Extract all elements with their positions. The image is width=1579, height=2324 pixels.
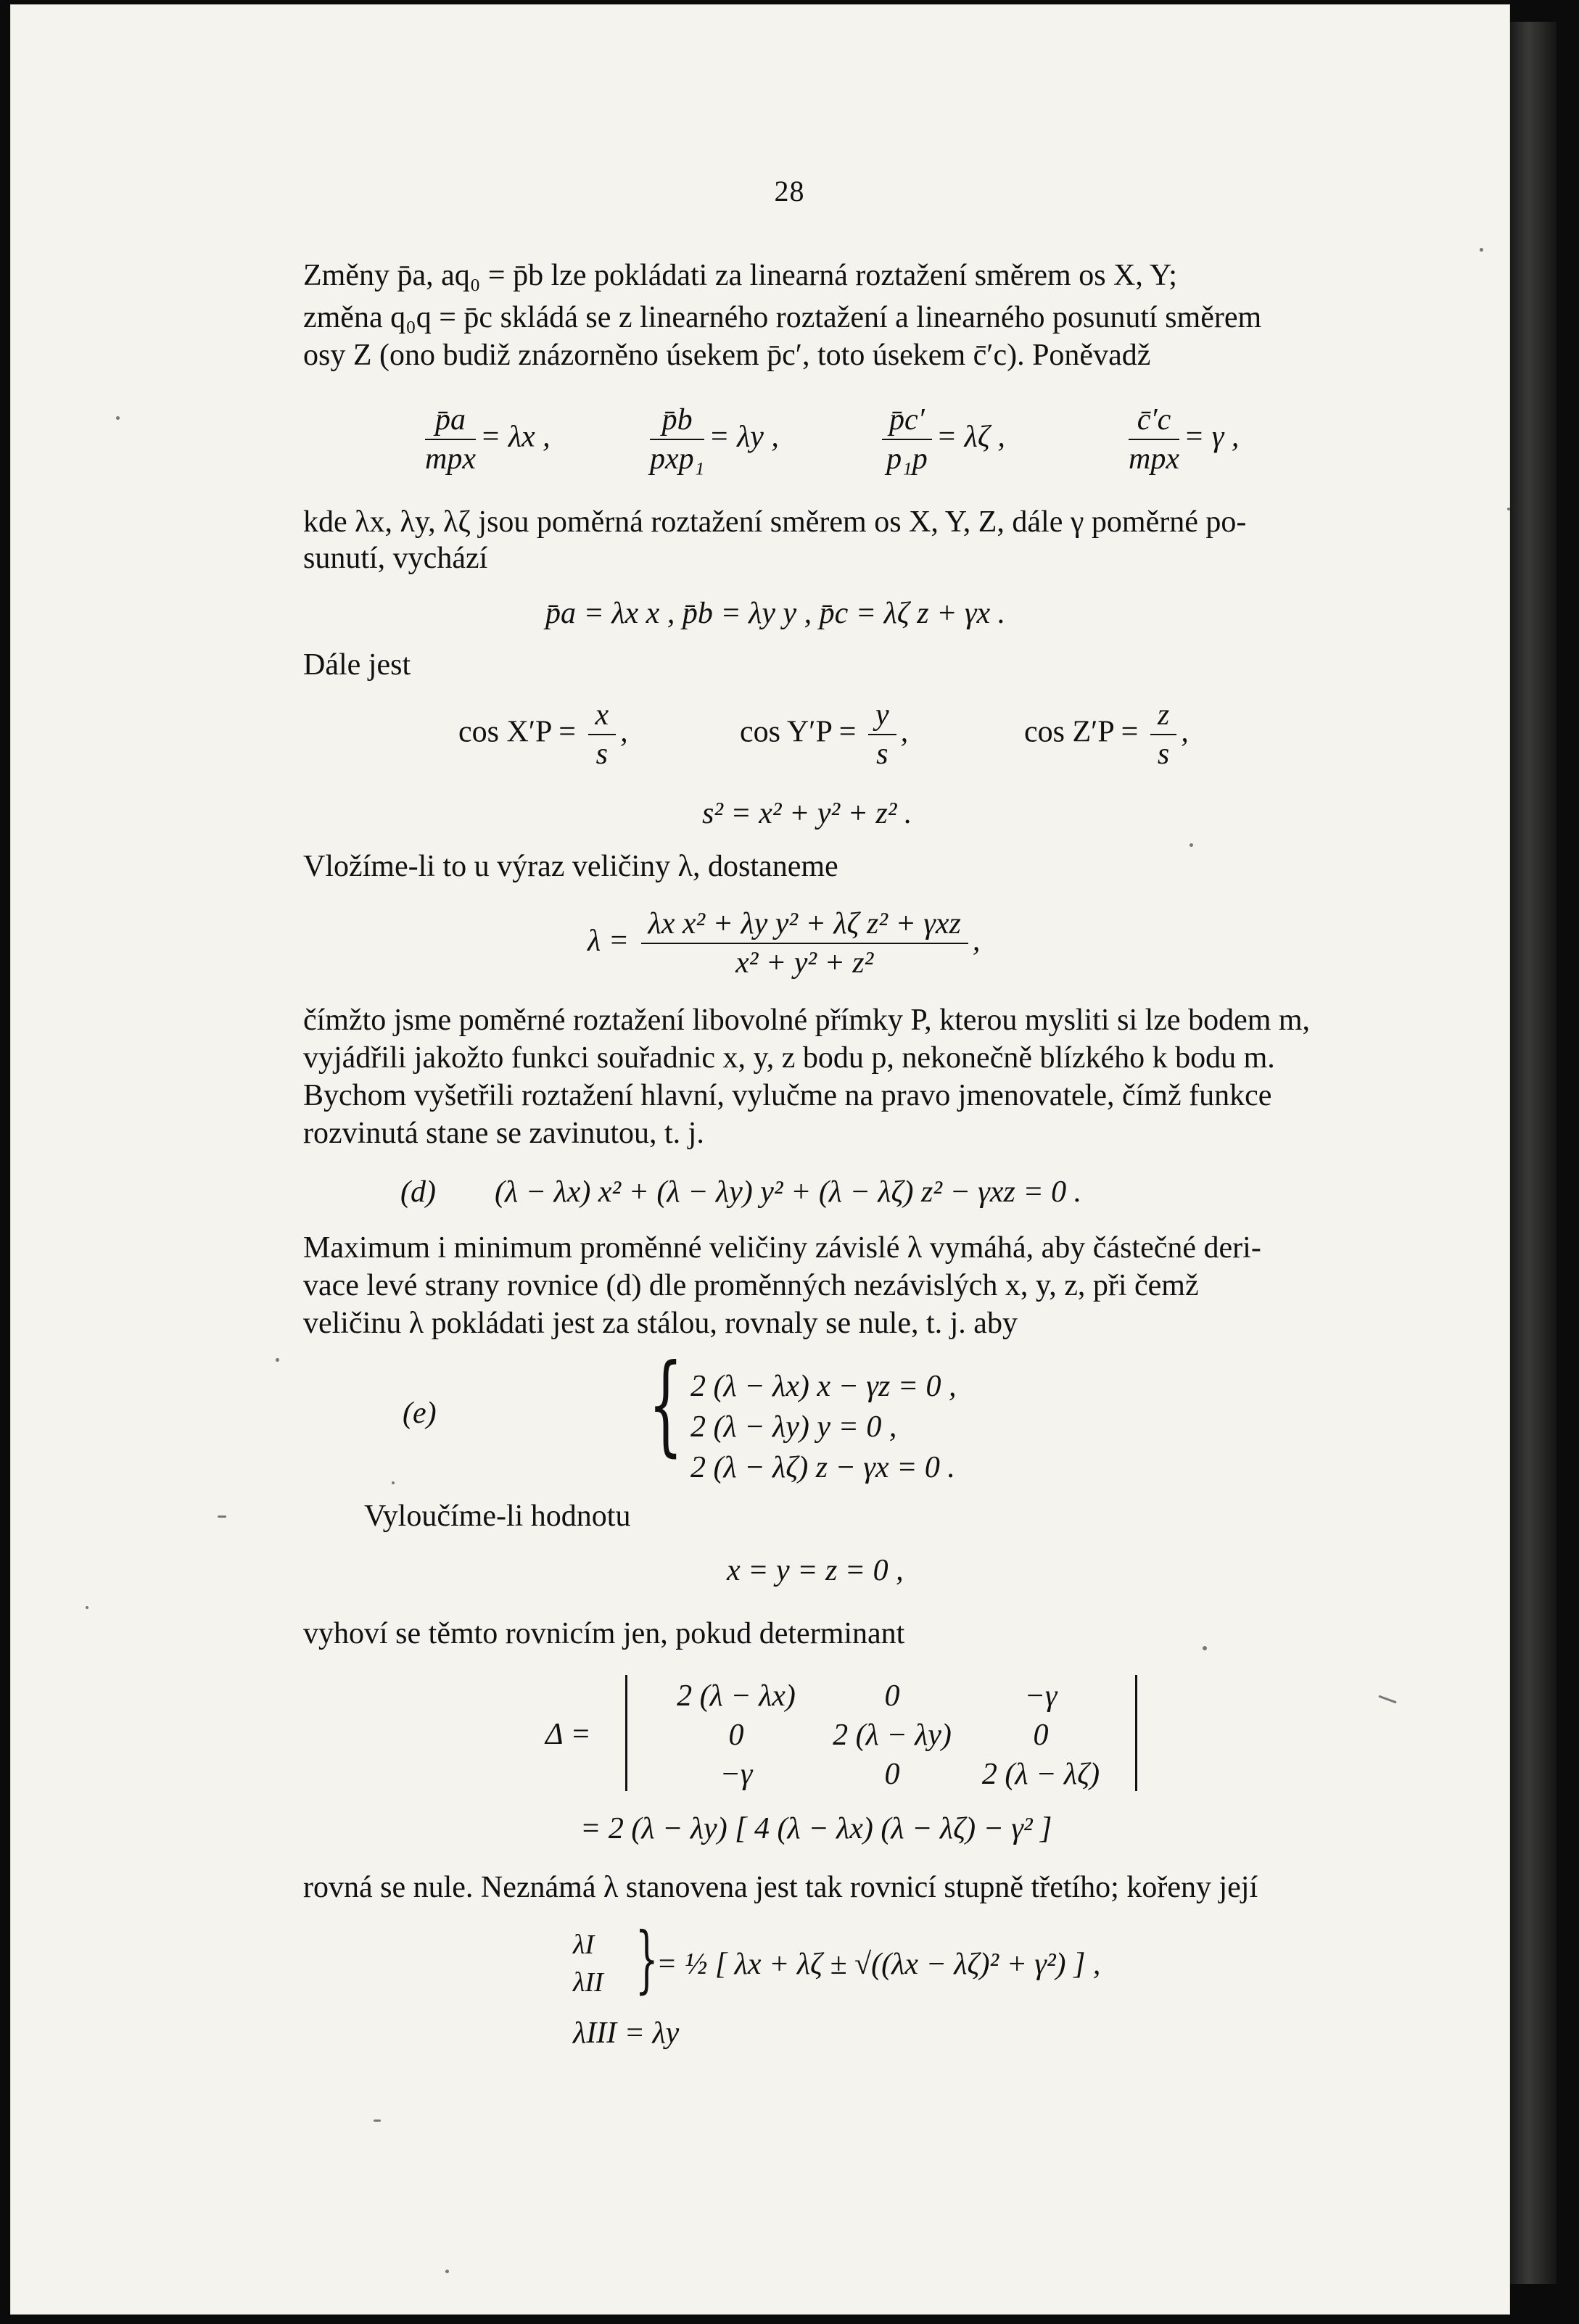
equation-label-d: (d)	[400, 1175, 436, 1209]
equation-cos-z	[1024, 698, 1189, 772]
fraction-rhs: = λy ,	[709, 420, 779, 454]
paragraph-line: čímžto jsme poměrné roztažení libovolné přímky P, kterou mysliti si lze bodem m,	[303, 1004, 1311, 1037]
root-label-1: λI	[573, 1930, 595, 1960]
fraction-numerator: p̄a	[425, 402, 476, 440]
equation-ratio-2	[646, 402, 779, 476]
fraction-rhs: = λζ ,	[936, 420, 1005, 454]
paragraph-line: Vložíme-li to u výraz veličiny λ, dostaneme	[303, 850, 838, 883]
fraction-rhs: ,	[1181, 715, 1189, 749]
page-number: 28	[774, 175, 805, 207]
fraction-rhs: ,	[972, 924, 981, 958]
root-label-3: λIII = λy	[573, 2017, 680, 2050]
equation-cos-y	[740, 698, 908, 772]
matrix-cell: −γ	[720, 1758, 753, 1791]
cos-lhs: cos Z′P =	[1024, 715, 1139, 749]
determinant-right-bar	[1135, 1675, 1137, 1791]
fraction-rhs: = γ ,	[1183, 420, 1240, 454]
fraction-denominator: mpx	[425, 442, 476, 476]
determinant-left-bar	[625, 1675, 627, 1791]
scan-speck	[445, 2270, 449, 2273]
paragraph-line: Bychom vyšetřili roztažení hlavní, vylučme na pravo jmenovatele, čímž funkce	[303, 1079, 1272, 1112]
matrix-cell: 0	[884, 1679, 900, 1713]
fraction-denominator: x² + y² + z²	[735, 946, 874, 980]
lambda-lhs: λ =	[588, 924, 630, 958]
fraction-numerator: c̄′c	[1129, 402, 1179, 440]
matrix-cell: 0	[728, 1719, 744, 1752]
fraction-denominator: s	[1157, 737, 1170, 771]
fraction-denominator: pxp₁	[650, 442, 705, 476]
scan-speck	[218, 1515, 226, 1518]
equation-d: (λ − λx) x² + (λ − λy) y² + (λ − λζ) z² − γxz = 0 .	[495, 1175, 1082, 1209]
equation-zero: x = y = z = 0 ,	[727, 1554, 904, 1587]
matrix-cell: 2 (λ − λy)	[833, 1719, 952, 1752]
fraction-rhs: ,	[620, 715, 628, 749]
fraction-numerator: λx x² + λy y² + λζ z² + γxz	[641, 906, 968, 944]
equation-lambda	[588, 906, 980, 980]
paragraph-line: vyhoví se těmto rovnicím jen, pokud determinant	[303, 1617, 905, 1650]
determinant-lhs: Δ =	[545, 1718, 591, 1751]
paragraph-line: rozvinutá stane se zavinutou, t. j.	[303, 1117, 704, 1150]
paragraph-line: kde λx, λy, λζ jsou poměrná roztažení směrem os X, Y, Z, dále γ poměrné po-	[303, 505, 1247, 539]
paragraph-line: veličinu λ pokládati jest za stálou, rovnaly se nule, t. j. aby	[303, 1307, 1018, 1340]
fraction-numerator: x	[588, 698, 617, 735]
equation-ratio-4	[1124, 402, 1239, 476]
fraction-denominator: s	[876, 737, 889, 771]
fraction-denominator: p₁p	[886, 442, 928, 476]
fraction-numerator: p̄c′	[882, 402, 932, 440]
paragraph-line: Dále jest	[303, 648, 411, 682]
fraction-rhs: ,	[900, 715, 909, 749]
scan-speck	[374, 2120, 381, 2122]
paragraph-line: vace levé strany rovnice (d) dle proměnných nezávislých x, y, z, při čemž	[303, 1269, 1199, 1302]
cos-lhs: cos X′P =	[458, 715, 576, 749]
determinant-matrix	[653, 1679, 1117, 1792]
equation-ratio-3	[878, 402, 1005, 476]
paragraph-line: sunutí, vychází	[303, 542, 488, 575]
paragraph-line: Změny p̄a, aq₀ = p̄b lze pokládati za linearná roztažení směrem os X, Y;	[303, 259, 1177, 292]
scan-speck	[86, 1606, 88, 1609]
paragraph-line: rovná se nule. Neznámá λ stanovena jest tak rovnicí stupně třetího; kořeny její	[303, 1871, 1258, 1904]
scan-speck	[1507, 508, 1510, 510]
fraction-numerator: p̄b	[650, 402, 704, 440]
fraction-rhs: = λx ,	[479, 420, 551, 454]
fraction-denominator: s	[595, 737, 608, 771]
fraction-numerator: y	[868, 698, 896, 735]
equation-s-squared: s² = x² + y² + z² .	[702, 797, 912, 830]
matrix-cell: 2 (λ − λζ)	[981, 1758, 1100, 1791]
root-label-2: λII	[573, 1967, 603, 1998]
equation-ratio-1	[421, 402, 551, 476]
paragraph-line: změna q₀q = p̄c skládá se z linearného roztažení a linearného posunutí směrem	[303, 301, 1262, 334]
root-formula: = ½ [ λx + λζ ± √((λx − λζ)² + γ²) ] ,	[656, 1948, 1101, 1981]
scan-speck	[116, 416, 120, 420]
paragraph-line: vyjádřili jakožto funkci souřadnic x, y, z bodu p, nekonečně blízkého k bodu m.	[303, 1041, 1275, 1075]
equation-e2: 2 (λ − λy) y = 0 ,	[690, 1410, 897, 1444]
matrix-cell: 0	[884, 1758, 900, 1791]
cos-lhs: cos Y′P =	[740, 715, 857, 749]
right-brace-icon: }	[635, 1916, 659, 2001]
page-edge-shadow	[1510, 22, 1557, 2284]
left-brace-icon: {	[648, 1341, 683, 1468]
matrix-cell: 2 (λ − λx)	[677, 1679, 796, 1713]
paragraph-line: Vyloučíme-li hodnotu	[364, 1500, 631, 1533]
paragraph-line: osy Z (ono budiž znázorněno úsekem p̄c′, toto úsekem c̄′c). Poněvadž	[303, 339, 1151, 372]
paragraph-line: Maximum i minimum proměnné veličiny závislé λ vymáhá, aby částečné deri-	[303, 1231, 1261, 1265]
equation-e1: 2 (λ − λx) x − γz = 0 ,	[690, 1370, 957, 1403]
scan-speck	[1480, 248, 1483, 252]
fraction-denominator: mpx	[1129, 442, 1179, 476]
equation-linear-stretch: p̄a = λx x , p̄b = λy y , p̄c = λζ z + γx .	[545, 597, 1006, 630]
matrix-cell: −γ	[1024, 1679, 1058, 1713]
equation-cos-x	[458, 698, 628, 772]
equation-e3: 2 (λ − λζ) z − γx = 0 .	[690, 1451, 955, 1484]
fraction-numerator: z	[1150, 698, 1176, 735]
scan-speck	[1203, 1646, 1207, 1650]
scan-speck	[392, 1481, 395, 1484]
determinant-result: = 2 (λ − λy) [ 4 (λ − λx) (λ − λζ) − γ² ]	[580, 1812, 1052, 1845]
scan-speck	[276, 1358, 279, 1362]
equation-label-e: (e)	[403, 1397, 437, 1430]
scan-speck	[1190, 843, 1193, 847]
matrix-cell: 0	[1033, 1719, 1049, 1752]
